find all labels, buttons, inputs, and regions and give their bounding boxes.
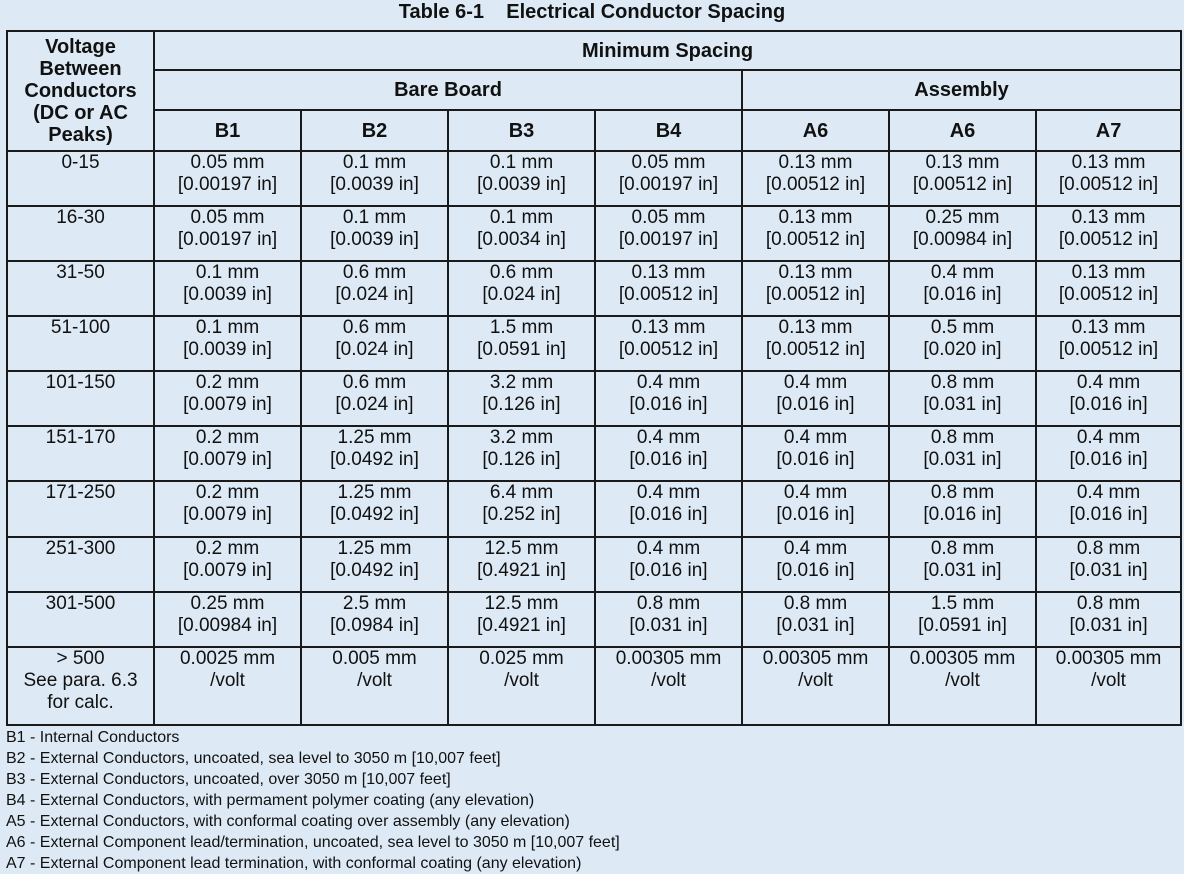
spacing-metric: 0.4 mm	[783, 427, 848, 448]
spacing-metric: 0.8 mm	[1076, 538, 1141, 559]
spacing-cell	[301, 206, 448, 261]
spacing-metric: 0.13 mm	[778, 262, 853, 283]
spacing-cell	[742, 261, 889, 316]
spacing-metric: 0.1 mm	[195, 262, 260, 283]
spacing-imperial: [0.0039 in]	[330, 229, 419, 250]
spacing-imperial: [0.00512 in]	[1058, 229, 1159, 250]
spacing-metric: 0.00305 mm	[762, 648, 869, 669]
spacing-cell	[448, 426, 595, 481]
voltage-cell	[7, 316, 154, 371]
spacing-cell	[595, 481, 742, 537]
spacing-metric: 0.4 mm	[636, 482, 701, 503]
column-header: A6	[889, 110, 1036, 151]
spacing-imperial: [0.00512 in]	[618, 339, 719, 360]
spacing-metric: 0.13 mm	[1071, 207, 1146, 228]
voltage-text: for calc.	[47, 692, 114, 713]
spacing-cell	[154, 426, 301, 481]
spacing-metric: 0.13 mm	[778, 317, 853, 338]
spacing-cell	[154, 592, 301, 647]
spacing-imperial: [0.0492 in]	[330, 504, 419, 525]
spacing-cell	[742, 371, 889, 426]
spacing-metric: 0.2 mm	[195, 482, 260, 503]
spacing-imperial: /volt	[504, 670, 539, 691]
spacing-metric: 12.5 mm	[484, 593, 559, 614]
spacing-cell	[889, 426, 1036, 481]
voltage-cell	[7, 647, 154, 725]
spacing-cell	[154, 537, 301, 592]
spacing-cell	[595, 316, 742, 371]
spacing-cell	[742, 592, 889, 647]
spacing-cell	[301, 537, 448, 592]
voltage-text: 16-30	[56, 207, 105, 228]
table-row	[7, 426, 1181, 481]
spacing-cell	[154, 481, 301, 537]
spacing-metric: 1.25 mm	[337, 482, 412, 503]
spacing-imperial: [0.00984 in]	[177, 615, 278, 636]
spacing-metric: 0.4 mm	[1076, 482, 1141, 503]
spacing-cell	[595, 592, 742, 647]
spacing-metric: 0.5 mm	[930, 317, 995, 338]
spacing-cell	[154, 316, 301, 371]
spacing-cell	[301, 151, 448, 206]
spacing-cell	[1036, 647, 1181, 725]
voltage-text: 101-150	[45, 372, 116, 393]
spacing-cell	[301, 481, 448, 537]
voltage-text: 301-500	[45, 593, 116, 614]
spacing-metric: 1.25 mm	[337, 427, 412, 448]
spacing-imperial: [0.024 in]	[482, 284, 561, 305]
spacing-imperial: [0.016 in]	[629, 394, 708, 415]
spacing-imperial: [0.031 in]	[923, 449, 1002, 470]
spacing-cell	[448, 316, 595, 371]
table-row	[7, 647, 1181, 725]
spacing-imperial: [0.031 in]	[1069, 560, 1148, 581]
spacing-cell	[889, 592, 1036, 647]
spacing-cell	[448, 481, 595, 537]
spacing-imperial: [0.016 in]	[923, 504, 1002, 525]
spacing-cell	[742, 647, 889, 725]
spacing-imperial: [0.0591 in]	[477, 339, 566, 360]
spacing-cell	[301, 371, 448, 426]
spacing-cell	[448, 371, 595, 426]
spacing-cell	[889, 316, 1036, 371]
spacing-metric: 12.5 mm	[484, 538, 559, 559]
spacing-imperial: [0.016 in]	[629, 560, 708, 581]
column-header: B3	[448, 110, 595, 151]
spacing-imperial: [0.024 in]	[335, 284, 414, 305]
table-row	[7, 151, 1181, 206]
spacing-metric: 0.05 mm	[631, 207, 706, 228]
spacing-imperial: [0.016 in]	[1069, 504, 1148, 525]
spacing-cell	[1036, 371, 1181, 426]
spacing-metric: 0.005 mm	[332, 648, 417, 669]
spacing-cell	[301, 261, 448, 316]
column-header: B2	[301, 110, 448, 151]
spacing-imperial: [0.00984 in]	[912, 229, 1013, 250]
spacing-metric: 0.13 mm	[1071, 152, 1146, 173]
footnote: B2 - External Conductors, uncoated, sea level to 3050 m [10,007 feet]	[6, 750, 501, 767]
spacing-cell	[889, 647, 1036, 725]
spacing-metric: 0.25 mm	[925, 207, 1000, 228]
voltage-text: 251-300	[45, 538, 116, 559]
voltage-text: > 500	[56, 648, 105, 669]
conductor-spacing-table	[6, 30, 1182, 726]
spacing-cell	[1036, 537, 1181, 592]
spacing-cell	[301, 647, 448, 725]
spacing-imperial: [0.4921 in]	[477, 560, 566, 581]
spacing-cell	[301, 592, 448, 647]
spacing-metric: 0.05 mm	[190, 152, 265, 173]
spacing-metric: 0.00305 mm	[909, 648, 1016, 669]
spacing-imperial: [0.020 in]	[923, 339, 1002, 360]
spacing-imperial: /volt	[1091, 670, 1126, 691]
spacing-imperial: [0.0492 in]	[330, 449, 419, 470]
spacing-imperial: [0.126 in]	[482, 449, 561, 470]
table-row	[7, 316, 1181, 371]
spacing-cell	[448, 261, 595, 316]
voltage-text: 31-50	[56, 262, 105, 283]
spacing-imperial: /volt	[357, 670, 392, 691]
spacing-imperial: [0.00512 in]	[1058, 284, 1159, 305]
spacing-cell	[742, 426, 889, 481]
spacing-cell	[1036, 316, 1181, 371]
spacing-cell	[1036, 151, 1181, 206]
spacing-imperial: [0.016 in]	[1069, 449, 1148, 470]
bare-board-header: Bare Board	[154, 70, 742, 110]
spacing-metric: 0.4 mm	[783, 538, 848, 559]
spacing-metric: 0.0025 mm	[179, 648, 276, 669]
spacing-cell	[448, 206, 595, 261]
spacing-cell	[742, 316, 889, 371]
spacing-metric: 2.5 mm	[342, 593, 407, 614]
footnote: A5 - External Conductors, with conformal coating over assembly (any elevation)	[6, 813, 570, 830]
spacing-imperial: [0.016 in]	[1069, 394, 1148, 415]
voltage-header-line: Conductors	[24, 80, 137, 102]
voltage-cell	[7, 537, 154, 592]
spacing-metric: 0.13 mm	[1071, 262, 1146, 283]
table-row	[7, 371, 1181, 426]
spacing-metric: 0.4 mm	[636, 372, 701, 393]
column-header: A6	[742, 110, 889, 151]
spacing-imperial: [0.016 in]	[923, 284, 1002, 305]
spacing-metric: 1.25 mm	[337, 538, 412, 559]
spacing-cell	[448, 151, 595, 206]
table-row	[7, 537, 1181, 592]
spacing-metric: 0.4 mm	[783, 372, 848, 393]
spacing-imperial: [0.00197 in]	[177, 174, 278, 195]
spacing-metric: 0.13 mm	[631, 262, 706, 283]
footnote: B1 - Internal Conductors	[6, 729, 180, 746]
spacing-imperial: [0.031 in]	[923, 560, 1002, 581]
spacing-cell	[595, 371, 742, 426]
spacing-cell	[595, 426, 742, 481]
voltage-header-line: Peaks)	[48, 124, 113, 146]
spacing-cell	[154, 371, 301, 426]
spacing-imperial: [0.0079 in]	[183, 449, 272, 470]
spacing-metric: 0.6 mm	[342, 317, 407, 338]
spacing-imperial: /volt	[798, 670, 833, 691]
spacing-imperial: [0.016 in]	[776, 560, 855, 581]
spacing-cell	[595, 151, 742, 206]
voltage-text: 151-170	[45, 427, 116, 448]
spacing-cell	[154, 206, 301, 261]
spacing-imperial: [0.00512 in]	[618, 284, 719, 305]
spacing-metric: 0.1 mm	[489, 207, 554, 228]
spacing-cell	[889, 261, 1036, 316]
spacing-metric: 0.025 mm	[479, 648, 564, 669]
voltage-text: 51-100	[50, 317, 111, 338]
spacing-metric: 0.6 mm	[489, 262, 554, 283]
spacing-imperial: [0.00512 in]	[765, 284, 866, 305]
spacing-imperial: [0.0034 in]	[477, 229, 566, 250]
voltage-header-line: Voltage	[45, 36, 116, 58]
spacing-metric: 0.8 mm	[783, 593, 848, 614]
spacing-metric: 0.4 mm	[636, 427, 701, 448]
spacing-metric: 0.1 mm	[342, 207, 407, 228]
spacing-cell	[1036, 481, 1181, 537]
spacing-imperial: [0.0039 in]	[183, 339, 272, 360]
spacing-cell	[889, 481, 1036, 537]
table-row	[7, 481, 1181, 537]
spacing-cell	[889, 371, 1036, 426]
column-header: A7	[1036, 110, 1181, 151]
spacing-imperial: [0.00512 in]	[765, 229, 866, 250]
spacing-metric: 0.8 mm	[930, 482, 995, 503]
spacing-imperial: [0.0591 in]	[918, 615, 1007, 636]
spacing-metric: 0.2 mm	[195, 427, 260, 448]
spacing-imperial: [0.4921 in]	[477, 615, 566, 636]
footnote: B4 - External Conductors, with permament polymer coating (any elevation)	[6, 792, 535, 809]
spacing-metric: 0.8 mm	[636, 593, 701, 614]
spacing-metric: 0.13 mm	[631, 317, 706, 338]
spacing-imperial: [0.031 in]	[923, 394, 1002, 415]
spacing-imperial: [0.0492 in]	[330, 560, 419, 581]
spacing-imperial: [0.016 in]	[629, 449, 708, 470]
spacing-metric: 0.8 mm	[930, 372, 995, 393]
spacing-imperial: /volt	[651, 670, 686, 691]
spacing-cell	[1036, 261, 1181, 316]
spacing-cell	[742, 481, 889, 537]
voltage-header-line: Between	[39, 58, 122, 80]
spacing-cell	[1036, 592, 1181, 647]
spacing-metric: 0.4 mm	[636, 538, 701, 559]
spacing-imperial: [0.031 in]	[1069, 615, 1148, 636]
spacing-imperial: [0.016 in]	[776, 449, 855, 470]
spacing-cell	[595, 261, 742, 316]
column-header: B1	[154, 110, 301, 151]
voltage-text: See para. 6.3	[23, 670, 138, 691]
table-title: Table 6-1 Electrical Conductor Spacing	[398, 1, 786, 23]
spacing-imperial: [0.0984 in]	[330, 615, 419, 636]
spacing-cell	[1036, 426, 1181, 481]
spacing-metric: 0.2 mm	[195, 372, 260, 393]
spacing-metric: 1.5 mm	[489, 317, 554, 338]
spacing-metric: 3.2 mm	[489, 427, 554, 448]
spacing-metric: 0.13 mm	[925, 152, 1000, 173]
spacing-metric: 0.4 mm	[783, 482, 848, 503]
spacing-metric: 1.5 mm	[930, 593, 995, 614]
spacing-imperial: [0.016 in]	[629, 504, 708, 525]
spacing-metric: 0.13 mm	[778, 152, 853, 173]
spacing-metric: 0.13 mm	[778, 207, 853, 228]
spacing-imperial: [0.024 in]	[335, 394, 414, 415]
spacing-imperial: [0.0039 in]	[330, 174, 419, 195]
spacing-metric: 0.6 mm	[342, 372, 407, 393]
spacing-metric: 6.4 mm	[489, 482, 554, 503]
spacing-cell	[448, 537, 595, 592]
spacing-imperial: [0.00197 in]	[618, 174, 719, 195]
spacing-imperial: [0.016 in]	[776, 394, 855, 415]
table-row	[7, 261, 1181, 316]
spacing-metric: 0.00305 mm	[615, 648, 722, 669]
spacing-cell	[448, 592, 595, 647]
spacing-cell	[154, 261, 301, 316]
spacing-cell	[448, 647, 595, 725]
footnote: B3 - External Conductors, uncoated, over 3050 m [10,007 feet]	[6, 771, 451, 788]
spacing-imperial: [0.00512 in]	[1058, 174, 1159, 195]
table-body	[7, 151, 1181, 725]
spacing-metric: 0.1 mm	[195, 317, 260, 338]
voltage-cell	[7, 371, 154, 426]
footnotes	[6, 727, 1176, 874]
minimum-spacing-header: Minimum Spacing	[154, 31, 1181, 70]
spacing-metric: 0.1 mm	[342, 152, 407, 173]
spacing-metric: 0.25 mm	[190, 593, 265, 614]
voltage-header-line: (DC or AC	[33, 102, 128, 124]
spacing-imperial: [0.016 in]	[776, 504, 855, 525]
spacing-metric: 0.8 mm	[930, 427, 995, 448]
spacing-cell	[889, 206, 1036, 261]
voltage-cell	[7, 592, 154, 647]
spacing-cell	[1036, 206, 1181, 261]
spacing-cell	[742, 537, 889, 592]
spacing-cell	[154, 647, 301, 725]
spacing-metric: 0.6 mm	[342, 262, 407, 283]
spacing-metric: 0.4 mm	[1076, 372, 1141, 393]
spacing-cell	[889, 537, 1036, 592]
spacing-metric: 0.1 mm	[489, 152, 554, 173]
column-header: B4	[595, 110, 742, 151]
spacing-cell	[595, 206, 742, 261]
spacing-imperial: [0.031 in]	[776, 615, 855, 636]
spacing-metric: 0.8 mm	[930, 538, 995, 559]
spacing-imperial: [0.0039 in]	[477, 174, 566, 195]
spacing-metric: 0.8 mm	[1076, 593, 1141, 614]
spacing-imperial: [0.126 in]	[482, 394, 561, 415]
voltage-text: 0-15	[61, 152, 100, 173]
spacing-imperial: [0.0079 in]	[183, 504, 272, 525]
spacing-imperial: [0.00197 in]	[177, 229, 278, 250]
table-row	[7, 206, 1181, 261]
voltage-cell	[7, 206, 154, 261]
voltage-cell	[7, 151, 154, 206]
spacing-cell	[301, 426, 448, 481]
voltage-cell	[7, 426, 154, 481]
spacing-metric: 0.4 mm	[1076, 427, 1141, 448]
footnote: A7 - External Component lead termination, with conformal coating (any elevation)	[6, 855, 582, 872]
spacing-cell	[301, 316, 448, 371]
spacing-imperial: [0.252 in]	[482, 504, 561, 525]
footnote: A6 - External Component lead/termination, uncoated, sea level to 3050 m [10,007 feet]	[6, 834, 620, 851]
spacing-metric: 0.2 mm	[195, 538, 260, 559]
spacing-imperial: [0.0079 in]	[183, 560, 272, 581]
spacing-imperial: /volt	[210, 670, 245, 691]
spacing-cell	[742, 206, 889, 261]
spacing-imperial: [0.0079 in]	[183, 394, 272, 415]
spacing-cell	[154, 151, 301, 206]
spacing-imperial: [0.00512 in]	[1058, 339, 1159, 360]
spacing-imperial: [0.00512 in]	[912, 174, 1013, 195]
spacing-imperial: [0.00512 in]	[765, 339, 866, 360]
spacing-metric: 0.4 mm	[930, 262, 995, 283]
voltage-cell	[7, 481, 154, 537]
spacing-imperial: [0.00197 in]	[618, 229, 719, 250]
spacing-cell	[889, 151, 1036, 206]
assembly-header: Assembly	[742, 70, 1181, 110]
spacing-metric: 0.00305 mm	[1055, 648, 1162, 669]
spacing-cell	[595, 537, 742, 592]
spacing-cell	[595, 647, 742, 725]
voltage-cell	[7, 261, 154, 316]
spacing-metric: 0.05 mm	[190, 207, 265, 228]
voltage-header	[7, 31, 154, 151]
spacing-metric: 0.13 mm	[1071, 317, 1146, 338]
spacing-cell	[742, 151, 889, 206]
spacing-imperial: [0.00512 in]	[765, 174, 866, 195]
spacing-metric: 3.2 mm	[489, 372, 554, 393]
voltage-text: 171-250	[45, 482, 116, 503]
spacing-metric: 0.05 mm	[631, 152, 706, 173]
spacing-imperial: [0.0039 in]	[183, 284, 272, 305]
spacing-imperial: [0.024 in]	[335, 339, 414, 360]
spacing-imperial: /volt	[945, 670, 980, 691]
spacing-imperial: [0.031 in]	[629, 615, 708, 636]
table-row	[7, 592, 1181, 647]
